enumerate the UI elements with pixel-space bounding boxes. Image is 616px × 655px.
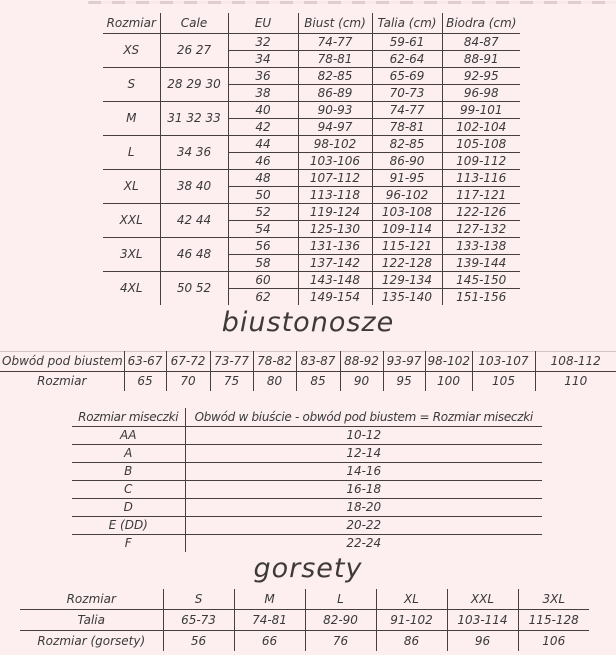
underbust-range-cell: 88-92 — [340, 352, 383, 372]
cup-letter-cell: E (DD) — [72, 516, 185, 534]
hips-cell: 145-150 — [442, 271, 520, 288]
bust-cell: 137-142 — [298, 254, 372, 271]
eu-cell: 42 — [228, 118, 298, 135]
corset-size-number-cell: 96 — [447, 631, 518, 652]
header-biust: Biust (cm) — [298, 13, 372, 33]
header-eu: EU — [228, 13, 298, 33]
corset-size-name-cell: M — [234, 589, 305, 610]
waist-label: Talia — [20, 610, 163, 631]
band-size-cell: 85 — [296, 372, 340, 392]
corset-size-name-cell: S — [163, 589, 234, 610]
size-name-cell: XS — [103, 33, 160, 67]
eu-cell: 54 — [228, 220, 298, 237]
waist-range-cell: 103-114 — [447, 610, 518, 631]
hips-cell: 88-91 — [442, 50, 520, 67]
hips-cell: 102-104 — [442, 118, 520, 135]
band-size-row — [0, 372, 616, 392]
hips-cell: 127-132 — [442, 220, 520, 237]
inches-cell: 34 36 — [160, 135, 228, 169]
hips-cell: 117-121 — [442, 186, 520, 203]
bust-cell: 119-124 — [298, 203, 372, 220]
inches-cell: 38 40 — [160, 169, 228, 203]
waist-cell: 59-61 — [372, 33, 442, 50]
eu-cell: 62 — [228, 288, 298, 305]
eu-cell: 52 — [228, 203, 298, 220]
size-row — [103, 203, 520, 220]
band-size-cell: 90 — [340, 372, 383, 392]
waist-cell: 65-69 — [372, 67, 442, 84]
corset-table-body — [20, 589, 589, 651]
hips-cell: 99-101 — [442, 101, 520, 118]
underbust-range-cell: 98-102 — [425, 352, 472, 372]
inches-cell: 50 52 — [160, 271, 228, 305]
bras-section-title: biustonosze — [221, 307, 395, 338]
size-name-cell: 4XL — [119, 281, 143, 295]
size-table-body — [103, 33, 520, 305]
clothing-size-table — [103, 13, 520, 305]
underbust-row — [0, 352, 616, 372]
hips-cell: 84-87 — [442, 33, 520, 50]
bust-cell: 113-118 — [298, 186, 372, 203]
underbust-label: Obwód pod biustem — [0, 352, 124, 372]
cup-row — [72, 444, 542, 462]
hips-cell: 122-126 — [442, 203, 520, 220]
corset-size-table — [20, 589, 589, 651]
cup-table-header-row — [72, 408, 542, 426]
waist-cell: 122-128 — [372, 254, 442, 271]
size-row — [103, 237, 520, 254]
hips-cell: 96-98 — [442, 84, 520, 101]
cup-range-cell: 22-24 — [185, 534, 542, 552]
cup-table-body — [72, 426, 542, 552]
underbust-range-cell: 83-87 — [296, 352, 340, 372]
corset-size-name-cell: XXL — [447, 589, 518, 610]
eu-cell: 48 — [228, 169, 298, 186]
hips-cell: 113-116 — [442, 169, 520, 186]
header-talia: Talia (cm) — [372, 13, 442, 33]
inches-cell: 28 29 30 — [160, 67, 228, 101]
corset-size-number-cell: 56 — [163, 631, 234, 652]
corset-header-row — [20, 589, 589, 610]
bust-cell: 143-148 — [298, 271, 372, 288]
bra-band-size-table — [0, 351, 616, 391]
hips-cell: 105-108 — [442, 135, 520, 152]
bust-cell: 98-102 — [298, 135, 372, 152]
corset-size-name-cell: L — [305, 589, 376, 610]
cup-size-table — [72, 408, 542, 552]
corsets-section-title: gorsety — [253, 553, 363, 584]
cup-range-cell: 14-16 — [185, 462, 542, 480]
eu-cell: 60 — [228, 271, 298, 288]
band-size-label: Rozmiar — [37, 374, 87, 388]
bust-cell: 125-130 — [298, 220, 372, 237]
corset-size-name-cell: XL — [376, 589, 447, 610]
size-row — [103, 67, 520, 84]
eu-cell: 50 — [228, 186, 298, 203]
size-row — [103, 135, 520, 152]
underbust-range-cell: 63-67 — [124, 352, 166, 372]
waist-cell: 70-73 — [372, 84, 442, 101]
header-biodra: Biodra (cm) — [442, 13, 520, 33]
cup-row — [72, 480, 542, 498]
bust-cell: 74-77 — [298, 33, 372, 50]
eu-cell: 44 — [228, 135, 298, 152]
hips-cell: 92-95 — [442, 67, 520, 84]
cup-range-cell: 10-12 — [185, 426, 542, 444]
inches-cell: 46 48 — [160, 237, 228, 271]
inches-cell: 26 27 — [160, 33, 228, 67]
eu-cell: 56 — [228, 237, 298, 254]
cup-letter-cell: A — [72, 444, 185, 462]
size-name-cell: L — [103, 135, 160, 169]
eu-cell: 46 — [228, 152, 298, 169]
underbust-range-cell: 93-97 — [383, 352, 425, 372]
waist-cell: 82-85 — [372, 135, 442, 152]
corset-size-number-cell: 106 — [518, 631, 589, 652]
corset-size-label: Rozmiar — [20, 589, 163, 610]
underbust-range-cell: 78-82 — [253, 352, 296, 372]
cup-letter-cell: AA — [72, 426, 185, 444]
hips-cell: 151-156 — [442, 288, 520, 305]
waist-cell: 103-108 — [372, 203, 442, 220]
size-row — [103, 33, 520, 50]
eu-cell: 40 — [228, 101, 298, 118]
header-cale: Cale — [160, 13, 228, 33]
size-name-cell: M — [103, 101, 160, 135]
waist-cell: 129-134 — [372, 271, 442, 288]
waist-range-cell: 115-128 — [518, 610, 589, 631]
waist-range-cell: 65-73 — [163, 610, 234, 631]
eu-cell: 36 — [228, 67, 298, 84]
size-row — [103, 169, 520, 186]
cup-row — [72, 462, 542, 480]
bra-table-body — [0, 352, 616, 392]
eu-cell: 34 — [228, 50, 298, 67]
size-table-header-row — [103, 13, 520, 33]
hips-cell: 109-112 — [442, 152, 520, 169]
bust-cell: 86-89 — [298, 84, 372, 101]
eu-cell: 38 — [228, 84, 298, 101]
bust-cell: 90-93 — [298, 101, 372, 118]
corset-size-name-cell: 3XL — [518, 589, 589, 610]
waist-cell: 74-77 — [372, 101, 442, 118]
cup-letter-cell: F — [124, 535, 132, 550]
corset-waist-row — [20, 610, 589, 631]
eu-cell: 32 — [228, 33, 298, 50]
waist-cell: 109-114 — [372, 220, 442, 237]
cup-range-cell: 18-20 — [185, 498, 542, 516]
eu-cell: 58 — [228, 254, 298, 271]
waist-range-cell: 74-81 — [234, 610, 305, 631]
bust-cell: 94-97 — [298, 118, 372, 135]
band-size-cell: 65 — [124, 372, 166, 392]
header-rozmiar-miseczki: Rozmiar miseczki — [72, 408, 185, 426]
size-row — [103, 271, 520, 288]
inches-cell: 42 44 — [160, 203, 228, 237]
cup-range-cell: 20-22 — [185, 516, 542, 534]
waist-cell: 86-90 — [372, 152, 442, 169]
bust-cell: 149-154 — [298, 288, 372, 305]
band-size-cell: 95 — [383, 372, 425, 392]
cup-letter-cell: C — [72, 480, 185, 498]
cup-range-cell: 16-18 — [185, 480, 542, 498]
underbust-range-cell: 67-72 — [166, 352, 210, 372]
corset-size-number-cell: 86 — [376, 631, 447, 652]
band-size-cell: 105 — [472, 372, 535, 392]
corset-size-row — [20, 631, 589, 652]
hips-cell: 139-144 — [442, 254, 520, 271]
corset-size-number-cell: 66 — [234, 631, 305, 652]
size-row — [103, 101, 520, 118]
hips-cell: 133-138 — [442, 237, 520, 254]
underbust-range-cell: 108-112 — [535, 352, 616, 372]
bust-cell: 78-81 — [298, 50, 372, 67]
corset-size-number-label: Rozmiar (gorsety) — [37, 634, 146, 648]
waist-cell: 62-64 — [372, 50, 442, 67]
inches-cell: 31 32 33 — [160, 101, 228, 135]
cup-range-cell: 12-14 — [185, 444, 542, 462]
waist-cell: 91-95 — [372, 169, 442, 186]
bust-cell: 131-136 — [298, 237, 372, 254]
size-name-cell: XXL — [103, 203, 160, 237]
band-size-cell: 70 — [166, 372, 210, 392]
band-size-cell: 100 — [425, 372, 472, 392]
waist-cell: 96-102 — [372, 186, 442, 203]
waist-range-cell: 82-90 — [305, 610, 376, 631]
bust-cell: 103-106 — [298, 152, 372, 169]
bust-cell: 107-112 — [298, 169, 372, 186]
cup-row — [72, 534, 542, 552]
size-name-cell: XL — [103, 169, 160, 203]
size-name-cell: 3XL — [103, 237, 160, 271]
band-size-cell: 80 — [253, 372, 296, 392]
corset-size-number-cell: 76 — [305, 631, 376, 652]
cup-row — [72, 516, 542, 534]
waist-cell: 115-121 — [372, 237, 442, 254]
waist-range-cell: 91-102 — [376, 610, 447, 631]
header-cup-formula: Obwód w biuście - obwód pod biustem = Rozmiar miseczki — [185, 408, 542, 426]
header-rozmiar: Rozmiar — [103, 13, 160, 33]
band-size-cell: 75 — [210, 372, 253, 392]
size-name-cell: S — [103, 67, 160, 101]
cup-letter-cell: B — [72, 462, 185, 480]
underbust-range-cell: 103-107 — [472, 352, 535, 372]
bust-cell: 82-85 — [298, 67, 372, 84]
waist-cell: 78-81 — [372, 118, 442, 135]
band-size-cell: 110 — [535, 372, 616, 392]
cup-letter-cell: D — [72, 498, 185, 516]
underbust-range-cell: 73-77 — [210, 352, 253, 372]
cropped-text-artifact — [88, 1, 616, 4]
cup-row — [72, 498, 542, 516]
waist-cell: 135-140 — [372, 288, 442, 305]
cup-row — [72, 426, 542, 444]
